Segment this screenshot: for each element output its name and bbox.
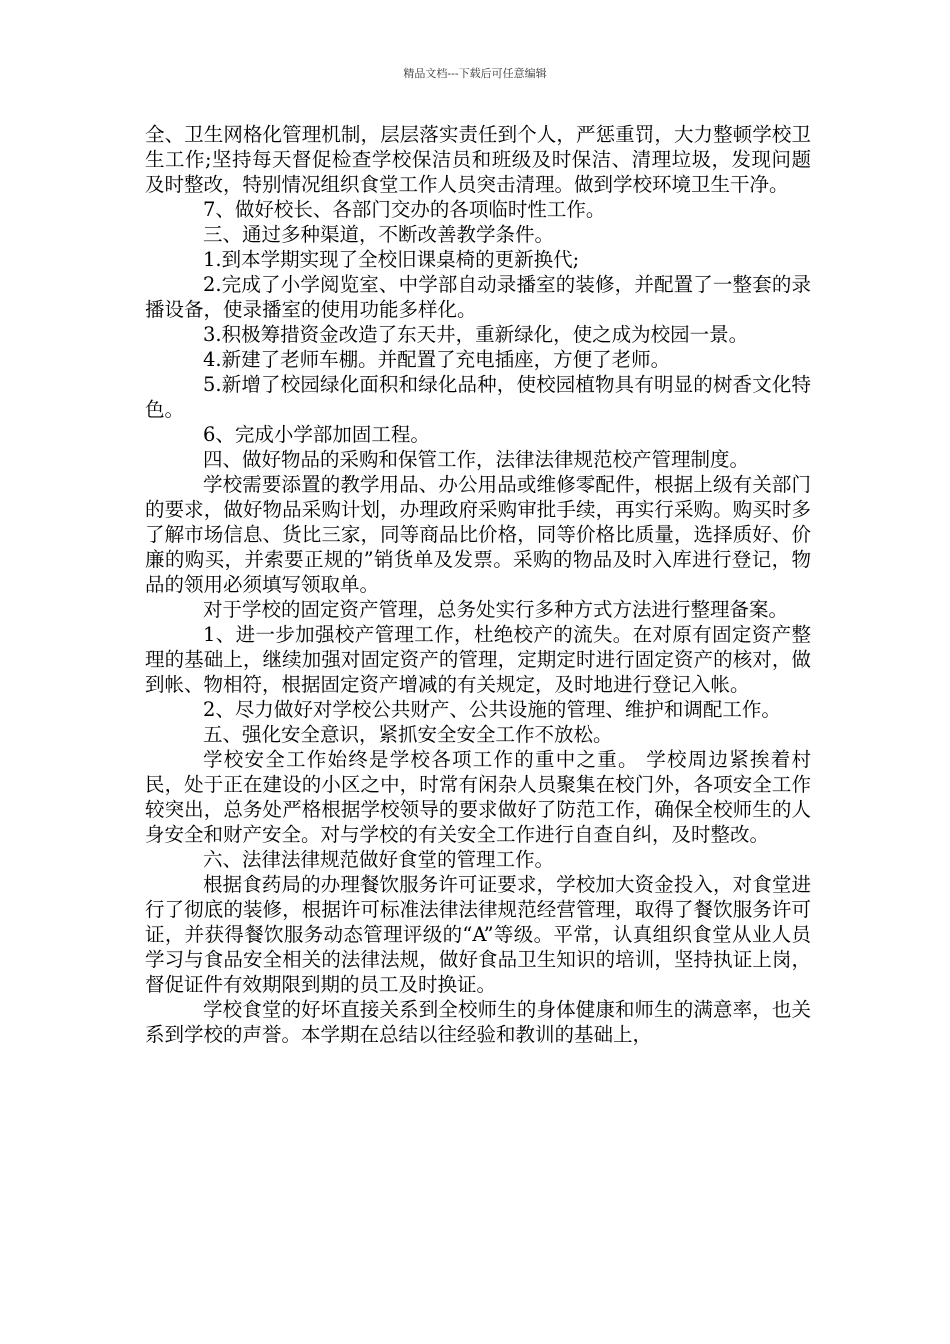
paragraph: 6、完成小学部加固工程。 bbox=[203, 423, 430, 446]
paragraph: 学校需要添置的教学用品、办公用品或维修零配件，根据上级有关部门的要求，做好物品采购计划，办理政府采购审批手续，再实行采购。购买时多了解市场信息、货比三家，同等商品比价格，同等价格比质量，选择质好、价廉的购买，并索要正规的”销货单及发票。采购的物品及时入库进行登记，物品的领用必须填写领取单。 bbox=[145, 473, 811, 596]
paragraph: 三、通过多种渠道，不断改善教学条件。 bbox=[203, 223, 555, 246]
paragraph: 对于学校的固定资产管理，总务处实行多种方式方法进行整理备案。 bbox=[203, 598, 789, 621]
paragraph: 1、进一步加强校产管理工作，杜绝校产的流失。在对原有固定资产整理的基础上，继续加强对固定资产的管理，定期定时进行固定资产的核对，做到帐、物相符，根据固定资产增减的有关规定，及时地进行登记入帐。 bbox=[145, 623, 811, 696]
paragraph: 根据食药局的办理餐饮服务许可证要求，学校加大资金投入，对食堂进行了彻底的装修，根据许可标准法律法律规范经营管理，取得了餐饮服务许可证，并获得餐饮服务动态管理评级的“A”等级。平常，认真组织食堂从业人员学习与食品安全相关的法律法规，做好食品卫生知识的培训，坚持执证上岗，督促证件有效期限到期的员工及时换证。 bbox=[145, 873, 811, 996]
paragraph: 2.完成了小学阅览室、中学部自动录播室的装修，并配置了一整套的录播设备，使录播室的使用功能多样化。 bbox=[145, 273, 811, 321]
paragraph: 学校安全工作始终是学校各项工作的重中之重。 学校周边紧挨着村民，处于正在建设的小区之中，时常有闲杂人员聚集在校门外，各项安全工作较突出，总务处严格根据学校领导的要求做好了防范工作，确保全校师生的人身安全和财产安全。对与学校的有关安全工作进行自查自纠，及时整改。 bbox=[145, 748, 811, 846]
paragraph: 1.到本学期实现了全校旧课桌椅的更新换代; bbox=[203, 248, 580, 271]
paragraph: 2、尽力做好对学校公共财产、公共设施的管理、维护和调配工作。 bbox=[203, 698, 781, 721]
paragraph: 7、做好校长、各部门交办的各项临时性工作。 bbox=[203, 198, 606, 221]
paragraph: 六、法律法律规范做好食堂的管理工作。 bbox=[203, 848, 555, 871]
page-header: 精品文档---下载后可任意编辑 bbox=[403, 67, 547, 80]
paragraph: 5.新增了校园绿化面积和绿化品种，使校园植物具有明显的树香文化特色。 bbox=[145, 373, 811, 421]
paragraph: 四、做好物品的采购和保管工作，法律法律规范校产管理制度。 bbox=[203, 448, 750, 471]
paragraph: 3.积极筹措资金改造了东天井，重新绿化，使之成为校园一景。 bbox=[203, 323, 749, 346]
paragraph: 4.新建了老师车棚。并配置了充电插座，方便了老师。 bbox=[203, 348, 671, 371]
paragraph: 全、卫生网格化管理机制，层层落实责任到个人，严惩重罚，大力整顿学校卫生工作;坚持每天督促检查学校保洁员和班级及时保洁、清理垃圾，发现问题及时整改，特别情况组织食堂工作人员突击清理。做到学校环境卫生干净。 bbox=[145, 123, 811, 196]
paragraph: 学校食堂的好坏直接关系到全校师生的身体健康和师生的满意率，也关系到学校的声誉。本学期在总结以往经验和教训的基础上， bbox=[145, 998, 811, 1046]
document-body bbox=[145, 122, 811, 1047]
paragraph: 五、强化安全意识，紧抓安全安全工作不放松。 bbox=[203, 723, 613, 746]
